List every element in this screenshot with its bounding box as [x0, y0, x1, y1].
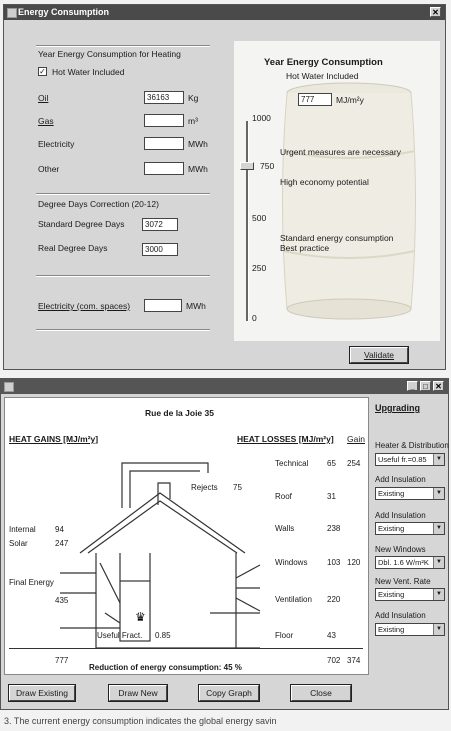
- scale-0: 0: [252, 313, 257, 323]
- degree-group-line: [36, 193, 210, 194]
- window-title: Energy Consumption: [18, 7, 110, 17]
- zone-high-potential: High economy potential: [280, 177, 369, 187]
- oil-unit: Kg: [188, 93, 199, 103]
- gain-column-header: Gain: [347, 434, 365, 444]
- loss-technical-label: Technical: [275, 459, 309, 468]
- scale-250: 250: [252, 263, 267, 273]
- draw-new-button[interactable]: Draw New: [109, 685, 167, 701]
- panel-title: Year Energy Consumption: [264, 57, 383, 68]
- close-window-button[interactable]: Close: [291, 685, 351, 701]
- heating-group-label: Year Energy Consumption for Heating: [38, 49, 181, 59]
- zone-best-practice: Best practice: [280, 243, 330, 253]
- standard-degree-days-label: Standard Degree Days: [38, 219, 125, 229]
- draw-existing-button[interactable]: Draw Existing: [9, 685, 75, 701]
- validate-button[interactable]: Validate: [350, 347, 408, 363]
- close-button-2[interactable]: ✕: [433, 381, 444, 391]
- bottom-rule: [9, 648, 363, 649]
- panel-subtitle: Hot Water Included: [286, 71, 359, 81]
- dropdown-arrow-icon[interactable]: ▼: [433, 557, 444, 568]
- loss-ventilation-value: 220: [327, 595, 341, 604]
- loss-windows-label: Windows: [275, 558, 308, 567]
- loss-ventilation-label: Ventilation: [275, 595, 312, 604]
- upgrade-walls-label: Add Insulation: [375, 511, 426, 520]
- oil-label: Oil: [38, 93, 49, 103]
- other-label: Other: [38, 164, 60, 174]
- walls-insulation-value: Existing: [378, 524, 405, 533]
- dropdown-arrow-icon[interactable]: ▼: [433, 454, 444, 465]
- rejects-label: Rejects: [191, 483, 218, 492]
- energy-value-unit: MJ/m²y: [336, 95, 364, 105]
- upgrade-heater-label: Heater & Distribution: [375, 441, 449, 450]
- electricity-label: Electricity: [38, 139, 75, 149]
- final-energy-label: Final Energy: [9, 578, 54, 587]
- title-bar-2: [1, 379, 448, 394]
- scale-500: 500: [252, 213, 267, 223]
- useful-fract-value: 0.85: [155, 631, 171, 640]
- vent-rate-value: Existing: [378, 590, 405, 599]
- loss-technical-gain: 254: [347, 459, 361, 468]
- floor-insulation-value: Existing: [378, 625, 405, 634]
- separator-line: [36, 275, 210, 276]
- title-bar: [4, 5, 445, 20]
- dropdown-arrow-icon[interactable]: ▼: [433, 624, 444, 635]
- heating-group-line: [36, 45, 210, 46]
- address: Rue de la Joie 35: [145, 408, 214, 418]
- walls-insulation-select[interactable]: [375, 522, 445, 535]
- loss-walls-value: 238: [327, 524, 341, 533]
- dropdown-arrow-icon[interactable]: ▼: [433, 488, 444, 499]
- total-right-gain: 374: [347, 656, 361, 665]
- com-electricity-label: Electricity (com. spaces): [38, 301, 131, 311]
- figure-caption: 3. The current energy consumption indicates the global energy savin: [4, 716, 277, 726]
- gas-unit: m³: [188, 116, 198, 126]
- energy-consumption-window: [3, 4, 446, 370]
- minimize-button[interactable]: _: [407, 381, 418, 391]
- floor-insulation-select[interactable]: [375, 623, 445, 636]
- zone-urgent: Urgent measures are necessary: [280, 147, 401, 157]
- bottom-line: [36, 329, 210, 330]
- standard-degree-days-input[interactable]: 3072: [142, 218, 178, 231]
- heat-gains-label: HEAT GAINS [MJ/m²y]: [9, 434, 99, 444]
- real-degree-days-input[interactable]: 3000: [142, 243, 178, 256]
- rejects-value: 75: [233, 483, 242, 492]
- other-input[interactable]: [144, 162, 184, 175]
- copy-graph-button[interactable]: Copy Graph: [199, 685, 259, 701]
- oil-input[interactable]: 36163: [144, 91, 184, 104]
- vent-rate-select[interactable]: [375, 588, 445, 601]
- app-icon-2: [4, 382, 14, 392]
- app-icon: [7, 8, 17, 18]
- gain-internal-label: Internal: [9, 525, 36, 534]
- zone-standard: Standard energy consumption: [280, 233, 394, 243]
- com-electricity-unit: MWh: [186, 301, 206, 311]
- loss-floor-label: Floor: [275, 631, 294, 640]
- degree-group-label: Degree Days Correction (20-12): [38, 199, 159, 209]
- gas-input[interactable]: [144, 114, 184, 127]
- upgrade-roof-label: Add Insulation: [375, 475, 426, 484]
- loss-walls-label: Walls: [275, 524, 295, 533]
- building-balance-window: [0, 378, 449, 710]
- useful-fract-label: Useful Fract.: [97, 631, 143, 640]
- hot-water-label: Hot Water Included: [52, 67, 125, 77]
- electricity-unit: MWh: [188, 139, 208, 149]
- final-energy-value: 435: [55, 596, 69, 605]
- roof-insulation-select[interactable]: [375, 487, 445, 500]
- heat-losses-label: HEAT LOSSES [MJ/m²y]: [237, 434, 334, 444]
- maximize-button[interactable]: □: [420, 381, 431, 391]
- svg-text:♛: ♛: [135, 610, 146, 624]
- energy-value-box: 777: [298, 93, 332, 106]
- barrel-illustration: [274, 81, 424, 321]
- slider-thumb[interactable]: [240, 162, 254, 170]
- upgrade-floor-label: Add Insulation: [375, 611, 426, 620]
- gain-solar-label: Solar: [9, 539, 28, 548]
- loss-roof-label: Roof: [275, 492, 292, 501]
- real-degree-days-label: Real Degree Days: [38, 243, 108, 253]
- heater-select[interactable]: [375, 453, 445, 466]
- other-unit: MWh: [188, 164, 208, 174]
- reduction-text: Reduction of energy consumption: 45 %: [89, 663, 242, 672]
- gain-internal-value: 94: [55, 525, 64, 534]
- loss-technical-value: 65: [327, 459, 336, 468]
- scale-750: 750: [260, 161, 275, 171]
- upgrade-vent-label: New Vent. Rate: [375, 577, 431, 586]
- loss-floor-value: 43: [327, 631, 336, 640]
- gain-solar-value: 247: [55, 539, 69, 548]
- loss-windows-gain: 120: [347, 558, 361, 567]
- year-energy-panel: [234, 41, 440, 341]
- gas-label: Gas: [38, 116, 54, 126]
- upgrade-windows-label: New Windows: [375, 545, 426, 554]
- total-right: 702: [327, 656, 341, 665]
- close-button[interactable]: ✕: [430, 7, 441, 17]
- windows-value: Dbl. 1.6 W/m²K: [378, 558, 429, 567]
- diagram-area: [4, 397, 369, 675]
- electricity-input[interactable]: [144, 137, 184, 150]
- dropdown-arrow-icon[interactable]: ▼: [433, 523, 444, 534]
- upgrading-title: Upgrading: [375, 403, 420, 413]
- windows-select[interactable]: [375, 556, 445, 569]
- loss-roof-value: 31: [327, 492, 336, 501]
- hot-water-checkbox[interactable]: ✓: [39, 67, 46, 76]
- heater-select-value: Useful fr.=0.85: [378, 455, 427, 464]
- slider-track[interactable]: [246, 121, 249, 321]
- total-left: 777: [55, 656, 69, 665]
- scale-1000: 1000: [252, 113, 271, 123]
- com-electricity-input[interactable]: [144, 299, 182, 312]
- dropdown-arrow-icon[interactable]: ▼: [433, 589, 444, 600]
- loss-windows-value: 103: [327, 558, 341, 567]
- roof-insulation-value: Existing: [378, 489, 405, 498]
